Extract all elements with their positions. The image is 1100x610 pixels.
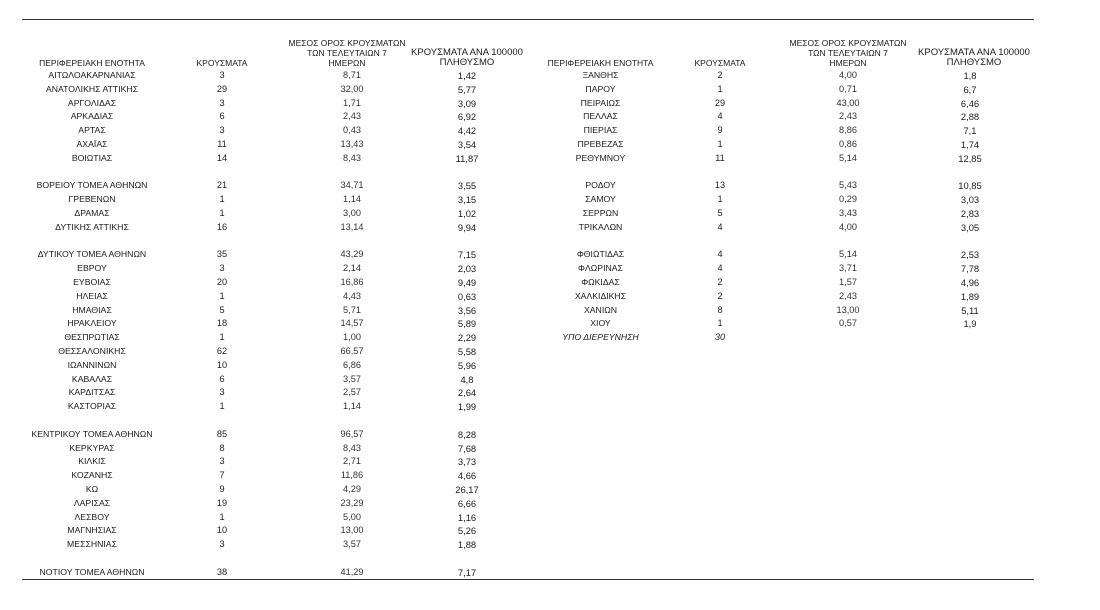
cell-cases: 3 — [219, 456, 225, 467]
table-row — [538, 262, 1038, 276]
cell-avg: 34,71 — [340, 180, 364, 191]
cell-cases: 3 — [219, 125, 225, 136]
cell-avg: 5,71 — [343, 304, 361, 315]
cell-name: ΑΡΓΟΛΙΔΑΣ — [67, 97, 117, 108]
cell-name: ΑΡΤΑΣ — [78, 125, 106, 136]
cell-rate: 2,03 — [457, 263, 477, 275]
cell-name: ΚΟΖΑΝΗΣ — [71, 470, 113, 481]
cell-rate: 3,15 — [457, 194, 477, 206]
table-row — [22, 124, 542, 138]
cell-rate: 1,74 — [960, 138, 980, 150]
cell-avg: 1,00 — [343, 332, 361, 343]
cell-cases: 2 — [717, 276, 723, 287]
table-row — [22, 69, 542, 83]
cell-rate: 3,56 — [457, 304, 477, 316]
table-row — [22, 400, 542, 414]
cell-name: ΗΛΕΙΑΣ — [76, 290, 108, 301]
cell-cases: 5 — [717, 207, 723, 218]
cell-avg: 41,29 — [340, 566, 364, 577]
table-row — [22, 331, 542, 345]
cell-rate: 11,87 — [455, 152, 479, 164]
cell-rate: 4,42 — [457, 125, 477, 137]
cell-cases: 1 — [717, 318, 723, 329]
header-avg: ΜΕΣΟΣ ΟΡΟΣ ΚΡΟΥΣΜΑΤΩΝ ΤΩΝ ΤΕΛΕΥΤΑΙΩΝ 7 ΗΜΕΡΩΝ — [288, 38, 406, 68]
table-row — [22, 317, 542, 331]
cell-avg: 3,00 — [343, 207, 361, 218]
cell-cases: 85 — [216, 428, 228, 439]
table-row — [538, 221, 1038, 235]
cell-avg: 4,00 — [839, 221, 857, 232]
cell-name: ΣΑΜΟΥ — [585, 194, 616, 205]
cell-name: ΠΕΛΛΑΣ — [583, 111, 618, 122]
cell-rate: 9,94 — [457, 221, 477, 233]
cell-name: ΑΙΤΩΛΟΑΚΑΡΝΑΝΙΑΣ — [48, 70, 136, 80]
cell-cases: 20 — [216, 276, 228, 287]
table-row — [22, 524, 542, 538]
cell-cases: 8 — [717, 304, 723, 315]
cell-avg: 3,71 — [839, 263, 857, 274]
cell-cases: 1 — [717, 138, 723, 149]
cell-cases: 3 — [219, 97, 225, 108]
cell-rate: 10,85 — [958, 180, 982, 192]
table-row — [22, 483, 542, 497]
cell-cases: 1 — [219, 332, 225, 343]
cell-avg: 0,29 — [839, 194, 857, 205]
cell-avg: 8,43 — [343, 442, 361, 453]
table-row — [22, 207, 542, 221]
cell-cases: 3 — [219, 539, 225, 550]
cell-cases: 62 — [216, 345, 228, 356]
cell-name: ΑΝΑΤΟΛΙΚΗΣ ΑΤΤΙΚΗΣ — [45, 83, 139, 94]
header-avg-right: ΜΕΣΟΣ ΟΡΟΣ ΚΡΟΥΣΜΑΤΩΝ ΤΩΝ ΤΕΛΕΥΤΑΙΩΝ 7 ΗΜΕΡΩΝ — [789, 38, 907, 68]
cell-cases: 10 — [216, 525, 228, 536]
table-row — [22, 152, 542, 166]
table-row — [22, 304, 542, 318]
table-row — [538, 83, 1038, 97]
cell-rate: 1,16 — [457, 511, 477, 523]
cell-avg: 8,86 — [839, 125, 857, 136]
table-row — [22, 290, 542, 304]
table-row — [538, 207, 1038, 221]
cell-name: ΑΧΑΪΑΣ — [76, 138, 108, 149]
table-row — [22, 566, 542, 580]
cell-cases: 1 — [219, 194, 225, 205]
table-row — [538, 97, 1038, 111]
cell-name: ΗΡΑΚΛΕΙΟΥ — [67, 318, 117, 329]
header-cases: ΚΡΟΥΣΜΑΤΑ — [196, 58, 248, 68]
table-row — [538, 110, 1038, 124]
cell-avg: 13,14 — [340, 221, 364, 232]
cell-name: ΠΑΡΟΥ — [585, 83, 616, 94]
table-row — [22, 235, 542, 249]
table-row — [538, 152, 1038, 166]
header-rate: ΚΡΟΥΣΜΑΤΑ ΑΝΑ 100000 ΠΛΗΘΥΣΜΟ — [411, 47, 523, 68]
cell-name: ΘΕΣΣΑΛΟΝΙΚΗΣ — [58, 345, 126, 356]
cell-cases: 1 — [219, 511, 225, 522]
cell-rate: 4,66 — [457, 470, 477, 482]
cell-name: ΛΑΡΙΣΑΣ — [73, 497, 111, 508]
cell-rate: 4,96 — [960, 276, 980, 288]
table-row — [538, 179, 1038, 193]
cell-cases: 1 — [717, 194, 723, 205]
cell-rate: 7,17 — [457, 566, 477, 578]
cell-avg: 11,86 — [340, 470, 364, 481]
cell-name: ΥΠΟ ΔΙΕΡΕΥΝΗΣΗ — [562, 332, 639, 343]
cell-cases: 30 — [714, 332, 726, 343]
bottom-rule — [22, 579, 1034, 580]
cell-rate: 5,58 — [457, 345, 477, 357]
cell-avg: 3,43 — [839, 207, 857, 218]
cell-rate: 12,85 — [958, 152, 982, 164]
cell-cases: 14 — [216, 152, 228, 163]
table-row — [22, 428, 542, 442]
cell-name: ΚΕΝΤΡΙΚΟΥ ΤΟΜΕΑ ΑΘΗΝΩΝ — [31, 428, 153, 439]
cell-rate: 5,77 — [457, 83, 477, 95]
cell-rate: 1,89 — [960, 290, 980, 302]
cell-avg: 23,29 — [340, 497, 364, 508]
table-row — [22, 373, 542, 387]
cell-cases: 6 — [219, 373, 225, 384]
table-row — [538, 276, 1038, 290]
cell-name: ΚΑΒΑΛΑΣ — [71, 373, 113, 384]
cell-name: ΒΟΡΕΙΟΥ ΤΟΜΕΑ ΑΘΗΝΩΝ — [36, 180, 148, 191]
cell-avg: 5,00 — [343, 511, 361, 522]
cell-name: ΝΟΤΙΟΥ ΤΟΜΕΑ ΑΘΗΝΩΝ — [39, 566, 145, 577]
cell-avg: 3,57 — [343, 373, 361, 384]
cell-rate: 2,29 — [457, 332, 477, 344]
table-row — [538, 138, 1038, 152]
table-row — [22, 193, 542, 207]
cell-avg: 1,14 — [343, 401, 361, 412]
cell-avg: 6,86 — [343, 359, 361, 370]
cell-name: ΧΑΛΚΙΔΙΚΗΣ — [574, 290, 627, 301]
cell-avg: 1,57 — [839, 276, 857, 287]
cell-name: ΒΟΙΩΤΙΑΣ — [71, 152, 113, 163]
cell-name: ΛΕΣΒΟΥ — [74, 511, 110, 522]
cell-rate: 5,96 — [457, 359, 477, 371]
table-row — [22, 359, 542, 373]
cell-cases: 35 — [216, 249, 228, 260]
cell-avg: 43,29 — [340, 249, 364, 260]
table-row — [22, 83, 542, 97]
cell-name: ΜΕΣΣΗΝΙΑΣ — [67, 539, 117, 550]
table-row — [22, 345, 542, 359]
cell-avg: 0,71 — [839, 83, 857, 94]
cell-cases: 11 — [715, 152, 725, 163]
cell-cases: 9 — [717, 125, 723, 136]
cell-avg: 13,43 — [340, 138, 364, 149]
cell-rate: 7,78 — [960, 263, 980, 275]
cell-avg: 13,00 — [836, 304, 860, 315]
right-rows — [538, 69, 1038, 345]
cell-name: ΤΡΙΚΑΛΩΝ — [578, 221, 623, 232]
table-row — [538, 290, 1038, 304]
cell-cases: 2 — [717, 290, 723, 301]
cell-avg: 14,57 — [340, 318, 364, 329]
cell-rate: 2,88 — [960, 111, 980, 123]
cell-name: ΗΜΑΘΙΑΣ — [72, 304, 112, 315]
cell-name: ΔΥΤΙΚΟΥ ΤΟΜΕΑ ΑΘΗΝΩΝ — [37, 249, 147, 260]
cell-rate: 3,55 — [457, 180, 477, 192]
table-row — [22, 386, 542, 400]
cell-cases: 21 — [216, 180, 228, 191]
cell-rate: 3,05 — [960, 221, 980, 233]
cell-avg: 5,14 — [839, 249, 857, 260]
cell-rate: 2,83 — [960, 207, 980, 219]
table-row — [22, 497, 542, 511]
cell-cases: 4 — [717, 249, 723, 260]
cell-avg: 5,43 — [839, 180, 857, 191]
cell-cases: 13 — [714, 180, 726, 191]
table-row — [538, 304, 1038, 318]
cell-cases: 1 — [717, 83, 723, 94]
cell-rate: 5,26 — [457, 525, 477, 537]
cell-avg: 4,00 — [839, 70, 857, 80]
table-row — [22, 455, 542, 469]
table-row — [538, 248, 1038, 262]
cell-rate: 4,8 — [460, 373, 474, 385]
cell-cases: 29 — [714, 97, 726, 108]
cell-cases: 4 — [717, 111, 723, 122]
cell-cases: 5 — [219, 304, 225, 315]
cell-rate: 2,53 — [960, 249, 980, 261]
cell-cases: 4 — [717, 221, 723, 232]
cell-name: ΙΩΑΝΝΙΝΩΝ — [67, 359, 117, 370]
table-row — [22, 538, 542, 552]
cell-avg: 2,43 — [343, 111, 361, 122]
cell-rate: 1,9 — [963, 318, 977, 330]
cell-avg: 4,29 — [343, 483, 361, 494]
cell-name: ΚΑΣΤΟΡΙΑΣ — [67, 401, 117, 412]
cell-rate: 5,11 — [961, 304, 979, 316]
table-row — [22, 511, 542, 525]
header-rate-right: ΚΡΟΥΣΜΑΤΑ ΑΝΑ 100000 ΠΛΗΘΥΣΜΟ — [918, 47, 1030, 68]
cell-rate: 3,54 — [457, 138, 477, 150]
cell-name: ΦΘΙΩΤΙΔΑΣ — [576, 249, 625, 260]
cell-avg: 8,71 — [343, 70, 361, 80]
cell-rate: 3,09 — [457, 97, 477, 109]
cell-name: ΚΙΛΚΙΣ — [78, 456, 106, 467]
cell-cases: 4 — [717, 263, 723, 274]
table-row — [22, 442, 542, 456]
cell-cases: 6 — [219, 111, 225, 122]
cell-avg: 32,00 — [340, 83, 364, 94]
cell-name: ΦΛΩΡΙΝΑΣ — [578, 263, 623, 274]
table-row — [22, 97, 542, 111]
cell-cases: 2 — [717, 70, 723, 80]
table-row — [22, 179, 542, 193]
cell-avg: 2,57 — [343, 387, 361, 398]
cell-cases: 7 — [219, 470, 225, 481]
cell-name: ΣΕΡΡΩΝ — [582, 207, 619, 218]
cell-cases: 1 — [219, 207, 225, 218]
cell-rate: 1,88 — [457, 539, 477, 551]
cell-avg: 2,71 — [343, 456, 361, 467]
table-row — [22, 110, 542, 124]
cell-name: ΚΕΡΚΥΡΑΣ — [69, 442, 115, 453]
cell-avg: 1,71 — [343, 97, 361, 108]
header-region: ΠΕΡΙΦΕΡΕΙΑΚΗ ΕΝΟΤΗΤΑ — [39, 58, 145, 68]
cell-cases: 8 — [219, 442, 225, 453]
cell-cases: 29 — [216, 83, 228, 94]
cell-rate: 7,15 — [457, 249, 477, 261]
cell-name: ΡΟΔΟΥ — [585, 180, 616, 191]
cell-rate: 7,1 — [963, 125, 977, 137]
cell-name: ΧΑΝΙΩΝ — [583, 304, 618, 315]
cell-rate: 6,92 — [457, 111, 477, 123]
cell-avg: 13,00 — [340, 525, 364, 536]
table-row — [538, 317, 1038, 331]
cell-name: ΦΩΚΙΔΑΣ — [581, 276, 620, 287]
cell-rate: 9,49 — [457, 276, 477, 288]
cell-avg: 1,14 — [343, 194, 361, 205]
cell-cases: 38 — [216, 566, 228, 577]
table-row — [22, 166, 542, 180]
cell-rate: 1,42 — [457, 70, 477, 81]
table-row — [22, 248, 542, 262]
header-region-right: ΠΕΡΙΦΕΡΕΙΑΚΗ ΕΝΟΤΗΤΑ — [547, 58, 654, 68]
cell-rate: 6,46 — [960, 97, 980, 109]
cell-name: ΜΑΓΝΗΣΙΑΣ — [67, 525, 117, 536]
header-cases-right: ΚΡΟΥΣΜΑΤΑ — [694, 58, 746, 68]
cell-name: ΕΒΡΟΥ — [77, 263, 107, 274]
cell-cases: 11 — [217, 138, 227, 149]
cell-cases: 3 — [219, 70, 225, 80]
cell-rate: 6,7 — [963, 83, 977, 95]
cell-avg: 8,43 — [343, 152, 361, 163]
cell-cases: 3 — [219, 387, 225, 398]
cell-cases: 16 — [216, 221, 228, 232]
cell-cases: 19 — [216, 497, 228, 508]
cell-rate: 0,63 — [457, 290, 477, 302]
cell-rate: 1,02 — [457, 207, 477, 219]
cell-avg: 0,43 — [343, 125, 361, 136]
cell-cases: 9 — [219, 483, 225, 494]
cell-avg: 5,14 — [839, 152, 857, 163]
cell-name: ΑΡΚΑΔΙΑΣ — [70, 111, 114, 122]
cell-avg: 2,43 — [839, 290, 857, 301]
cell-avg: 16,86 — [340, 276, 364, 287]
cell-avg: 43,00 — [836, 97, 860, 108]
cell-avg: 0,57 — [839, 318, 857, 329]
cell-name: ΘΕΣΠΡΩΤΙΑΣ — [64, 332, 120, 343]
cell-avg: 2,43 — [839, 111, 857, 122]
cell-avg: 4,43 — [343, 290, 361, 301]
table-row — [538, 193, 1038, 207]
cell-name: ΞΑΝΘΗΣ — [582, 70, 619, 80]
cell-name: ΧΙΟΥ — [590, 318, 611, 329]
table-row — [538, 69, 1038, 83]
table-row — [22, 276, 542, 290]
table-row — [22, 262, 542, 276]
table-row — [22, 138, 542, 152]
table-row — [538, 331, 1038, 345]
cell-rate: 7,68 — [457, 442, 477, 454]
cell-name: ΡΕΘΥΜΝΟΥ — [575, 152, 626, 163]
cell-name: ΔΡΑΜΑΣ — [74, 207, 110, 218]
table-row — [538, 166, 1038, 180]
cell-name: ΠΙΕΡΙΑΣ — [583, 125, 618, 136]
cell-name: ΚΑΡΔΙΤΣΑΣ — [68, 387, 116, 398]
cell-rate: 3,03 — [960, 194, 980, 206]
top-rule — [22, 19, 1034, 20]
table-row — [22, 552, 542, 566]
cell-rate: 6,66 — [457, 497, 477, 509]
cell-rate: 1,99 — [457, 401, 477, 413]
cell-rate: 1,8 — [963, 70, 977, 81]
cell-rate: 2,64 — [457, 387, 477, 399]
table-row — [538, 235, 1038, 249]
table-row — [22, 414, 542, 428]
cell-avg: 0,86 — [839, 138, 857, 149]
table-row — [22, 469, 542, 483]
cell-name: ΠΕΙΡΑΙΩΣ — [580, 97, 621, 108]
cell-cases: 10 — [216, 359, 228, 370]
cell-name: ΓΡΕΒΕΝΩΝ — [68, 194, 116, 205]
cell-name: ΔΥΤΙΚΗΣ ΑΤΤΙΚΗΣ — [55, 221, 129, 232]
cell-avg: 66,57 — [340, 345, 364, 356]
cell-name: ΚΩ — [85, 483, 99, 494]
cell-avg: 3,57 — [343, 539, 361, 550]
table-row — [22, 221, 542, 235]
cell-name: ΕΥΒΟΙΑΣ — [73, 276, 111, 287]
cell-cases: 3 — [219, 263, 225, 274]
cell-cases: 1 — [219, 290, 225, 301]
cell-cases: 1 — [219, 401, 225, 412]
cell-rate: 26,17 — [455, 483, 479, 495]
left-rows — [22, 69, 542, 579]
cell-avg: 96,57 — [340, 428, 364, 439]
cell-cases: 18 — [216, 318, 228, 329]
cell-rate: 8,28 — [457, 428, 477, 440]
cell-name: ΠΡΕΒΕΖΑΣ — [577, 138, 624, 149]
table-row — [538, 124, 1038, 138]
cell-rate: 3,73 — [457, 456, 477, 468]
cell-avg: 2,14 — [343, 263, 361, 274]
cell-rate: 5,89 — [457, 318, 477, 330]
